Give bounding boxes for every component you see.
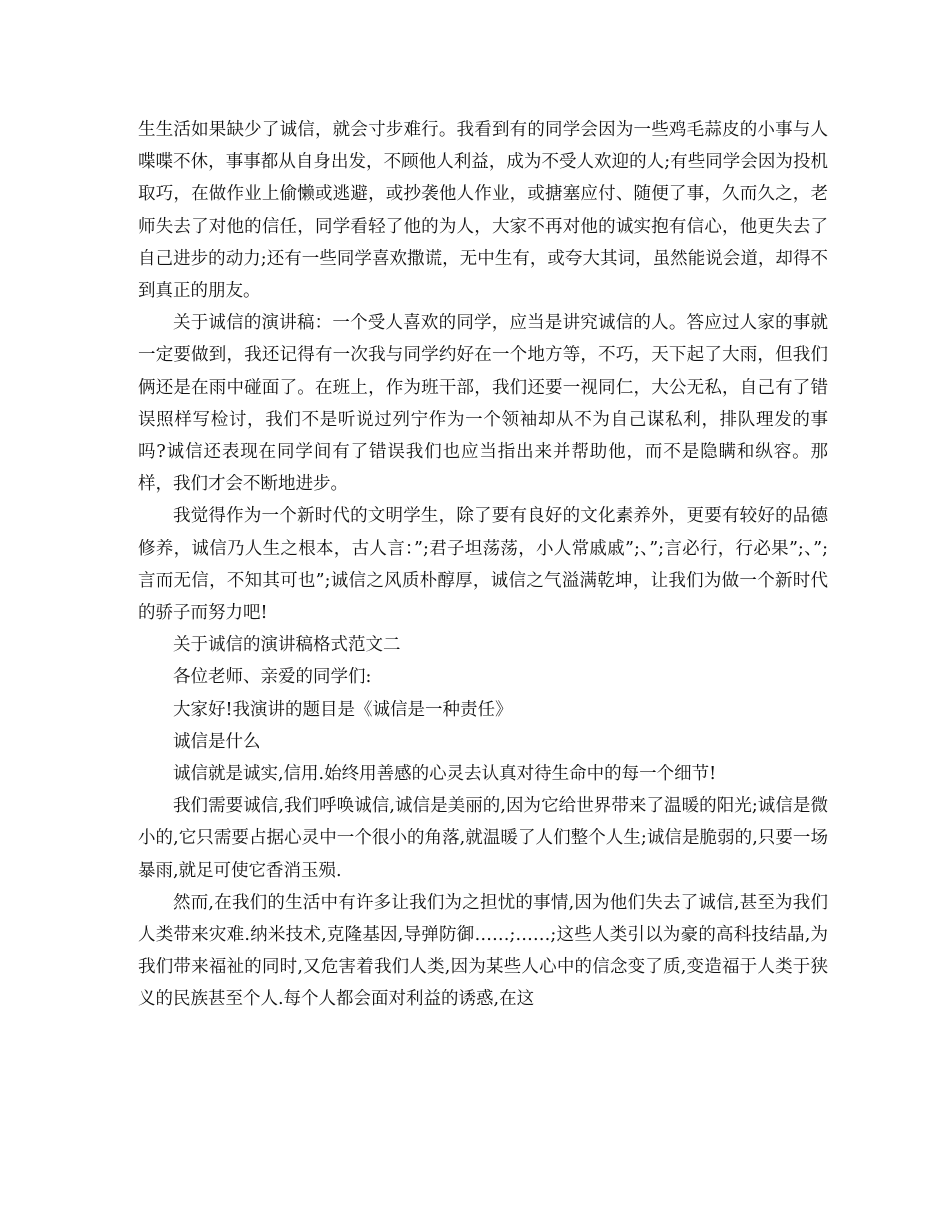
section-heading: 关于诚信的演讲稿格式范文二	[173, 635, 401, 656]
paragraph-need: 我们需要诚信,我们呼唤诚信,诚信是美丽的,因为它给世界带来了温暖的阳光;诚信是微小的,它只需要占据心灵中一个很小的角落,就温暖了人们整个人生;诚信是脆弱的,只要一场暴雨,就足可使它香消玉殒.	[138, 796, 828, 881]
speech-title-line: 大家好!我演讲的题目是《诚信是一种责任》	[173, 699, 513, 720]
paragraph-however: 然而,在我们的生活中有许多让我们为之担忧的事情,因为他们失去了诚信,甚至为我们人类带来灾难.纳米技术,克隆基因,导弹防御……;……;这些人类引以为豪的高科技结晶,为我们带来福祉的同时,又危害着我们人类,因为某些人心中的信念变了质,变造福于人类于狭义的民族甚至个人.每个人都会面对利益的诱惑,在这	[138, 892, 828, 1010]
paragraph-2: 关于诚信的演讲稿：一个受人喜欢的同学，应当是讲究诚信的人。答应过人家的事就一定要做到，我还记得有一次我与同学约好在一个地方等，不巧，天下起了大雨，但我们俩还是在雨中碰面了。在班上，作为班干部，我们还要一视同仁，大公无私，自己有了错误照样写检讨，我们不是听说过列宁作为一个领袖却从不为自己谋私利，排队理发的事吗?诚信还表现在同学间有了错误我们也应当指出来并帮助他，而不是隐瞒和纵容。那样，我们才会不断地进步。	[138, 313, 828, 495]
salutation: 各位老师、亲爱的同学们:	[173, 667, 372, 688]
paragraph-3: 我觉得作为一个新时代的文明学生，除了要有良好的文化素养外，更要有较好的品德修养，诚信乃人生之根本，古人言：”;君子坦荡荡，小人常戚戚”;、”;言必行，行必果”;、”;言而无信，不知其可也”;诚信之风质朴醇厚，诚信之气溢满乾坤，让我们为做一个新时代的骄子而努力吧!	[138, 506, 828, 624]
paragraph-1: 生生活如果缺少了诚信，就会寸步难行。我看到有的同学会因为一些鸡毛蒜皮的小事与人喋喋不休，事事都从自身出发，不顾他人利益，成为不受人欢迎的人;有些同学会因为投机取巧，在做作业上偷懒或逃避，或抄袭他人作业，或搪塞应付、随便了事，久而久之，老师失去了对他的信任，同学看轻了他的为人，大家不再对他的诚实抱有信心，他更失去了自己进步的动力;还有一些同学喜欢撒谎，无中生有，或夸大其词，虽然能说会道，却得不到真正的朋友。	[138, 120, 828, 302]
paragraph-definition: 诚信就是诚实,信用.始终用善感的心灵去认真对待生命中的每一个细节!	[173, 764, 717, 785]
subheading-question: 诚信是什么	[173, 731, 261, 752]
document-page	[138, 114, 828, 1016]
